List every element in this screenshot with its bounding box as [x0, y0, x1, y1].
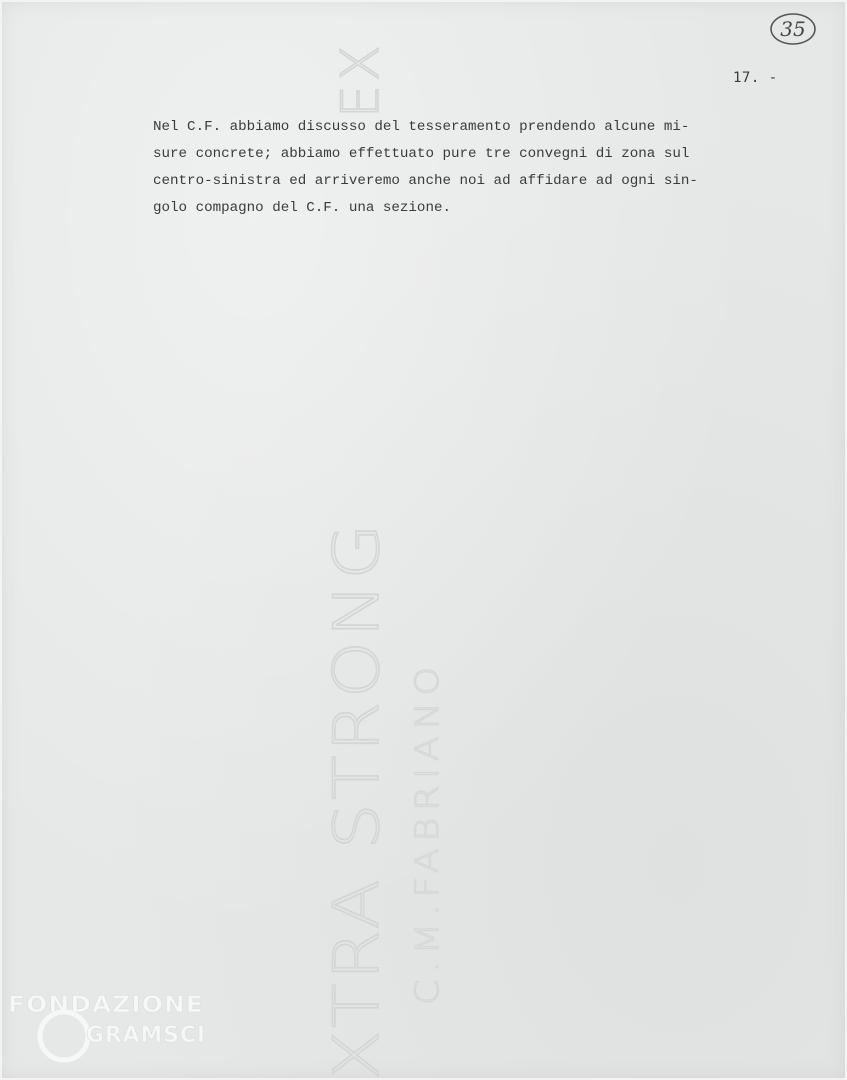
fondazione-gramsci-logo	[4, 986, 214, 1076]
text-line: golo compagno del C.F. una sezione.	[153, 200, 451, 216]
watermark-top-text: EX	[331, 41, 386, 118]
archive-number-stamp	[769, 11, 817, 47]
typed-paragraph	[153, 114, 793, 222]
text-line: Nel C.F. abbiamo discusso del tesseramento prendendo alcune mi-	[153, 119, 690, 135]
logo-line2: GRAMSCI	[86, 1023, 206, 1048]
watermark-sub-text: C.M.FABRIANO	[408, 701, 446, 1005]
logo-line1: FONDAZIONE	[8, 993, 204, 1018]
page-number: 17. -	[733, 70, 778, 86]
paper-watermark-main	[318, 510, 388, 1080]
text-line: centro-sinistra ed arriveremo anche noi ad affidare ad ogni sin-	[153, 173, 698, 189]
logo-g-ring-icon	[40, 1012, 88, 1060]
watermark-main-text: XTRA STRONG	[320, 601, 388, 1080]
paper-watermark-sub	[406, 650, 446, 1010]
text-line: sure concrete; abbiamo effettuato pure tre convegni di zona sul	[153, 146, 690, 162]
paper-watermark-top	[330, 0, 386, 125]
archive-number-text: 35	[780, 17, 806, 41]
